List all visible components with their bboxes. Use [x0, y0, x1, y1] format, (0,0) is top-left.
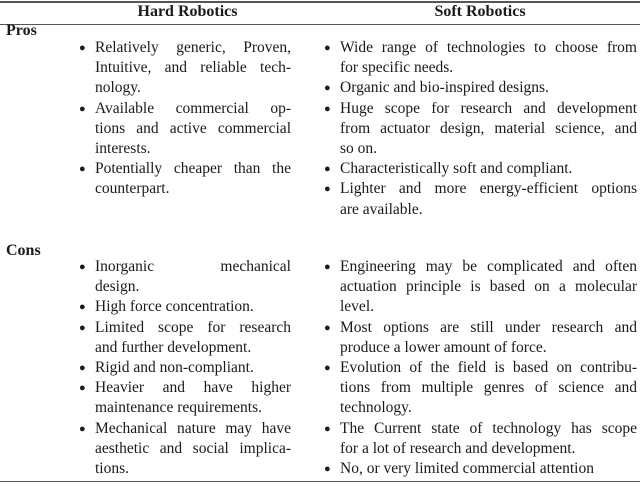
list-item-line: ● No, or very limited commercial attention: [340, 459, 637, 479]
list-item-line: ● Available commercial op-: [95, 99, 291, 119]
list-item: [324, 159, 637, 179]
list-item-line: tions and active commercial: [95, 119, 291, 137]
bullet-icon: ●: [324, 462, 331, 475]
list-item-line: maintenance requirements.: [95, 399, 262, 417]
header-hard-robotics: Hard Robotics: [137, 3, 238, 20]
list-item: [324, 179, 637, 219]
list-item-line: design.: [95, 278, 140, 296]
list-item-line: ● Rigid and non-compliant.: [95, 358, 291, 378]
list-item: [79, 318, 291, 358]
bullet-icon: ●: [79, 261, 86, 273]
bullet-icon: ●: [324, 102, 331, 115]
list-item-line: actuation principle is based on a molecular: [340, 278, 637, 296]
list-item-line: so on.: [340, 139, 378, 157]
list-item-line: produce a lower amount of force.: [340, 338, 547, 356]
list-item-line: ● Mechanical nature may have: [95, 419, 291, 439]
bullet-icon: ●: [324, 183, 331, 196]
bullet-icon: ●: [324, 261, 331, 273]
list-item-line: Intuitive, and reliable tech-: [95, 59, 291, 77]
list-item-line: ● Relatively generic, Proven,: [95, 38, 291, 58]
list-item-line: tions from multiple genres of science and: [340, 379, 637, 397]
list-item: [79, 378, 291, 418]
bullet-icon: ●: [324, 82, 331, 95]
bullet-icon: ●: [324, 361, 331, 374]
list-item: [324, 78, 637, 98]
list-item: [324, 318, 637, 358]
list-item: [79, 297, 291, 317]
list-item-line: from actuator design, material science, and: [340, 119, 637, 137]
list-item-line: ● Huge scope for research and development: [340, 99, 637, 119]
list-item-line: ● Engineering may be complicated and often: [340, 257, 637, 277]
list-item-line: ● Organic and bio-inspired designs.: [340, 78, 637, 98]
bullet-icon: ●: [79, 42, 86, 54]
list-item: [79, 257, 291, 297]
list-item: [324, 99, 637, 160]
list-item-line: ● The Current state of technology has scope: [340, 419, 637, 439]
list-item-line: tions.: [95, 459, 130, 477]
list-item-line: ● High force concentration.: [95, 297, 291, 317]
bullet-icon: ●: [79, 163, 86, 176]
bullet-icon: ●: [79, 102, 86, 115]
list-item: [79, 38, 291, 99]
list-item-line: technology.: [340, 399, 412, 417]
list-item-line: ● Wide range of technologies to choose from: [340, 38, 637, 58]
list-item-line: ● Inorganic mechanical: [95, 257, 291, 277]
list-item: [79, 159, 291, 199]
list-item: [79, 99, 291, 160]
list-item-line: for a lot of research and development.: [340, 439, 576, 457]
list-item-line: aesthetic and social implica-: [95, 439, 291, 457]
bullet-icon: ●: [79, 361, 86, 374]
bullet-icon: ●: [324, 321, 331, 334]
header-soft-robotics: Soft Robotics: [434, 3, 526, 20]
pros-soft-list: [324, 38, 637, 220]
list-item-line: ● Characteristically soft and compliant.: [340, 159, 637, 179]
list-item: [324, 257, 637, 318]
bullet-icon: ●: [324, 163, 331, 176]
cons-hard-list: [79, 257, 291, 479]
list-item-line: level.: [340, 298, 374, 316]
bullet-icon: ●: [79, 382, 86, 395]
list-item-line: ● Potentially cheaper than the: [95, 159, 291, 179]
row-label-cons: Cons: [6, 242, 41, 259]
bottom-rule: [0, 481, 640, 482]
list-item-line: for specific needs.: [340, 59, 454, 77]
list-item: [79, 419, 291, 480]
bullet-icon: ●: [79, 422, 86, 435]
pros-hard-list: [79, 38, 291, 200]
list-item-line: ● Limited scope for research: [95, 318, 291, 338]
bullet-icon: ●: [79, 321, 86, 334]
header-rule: [0, 24, 640, 25]
list-item: [324, 459, 637, 479]
list-item: [324, 358, 637, 419]
list-item-line: nology.: [95, 79, 141, 97]
list-item-line: and further development.: [95, 338, 252, 356]
bullet-icon: ●: [324, 422, 331, 435]
list-item: [324, 419, 637, 459]
list-item-line: counterpart.: [95, 180, 170, 198]
list-item-line: ● Lighter and more energy-efficient options: [340, 179, 637, 199]
list-item: [79, 358, 291, 378]
bullet-icon: ●: [324, 42, 331, 54]
list-item-line: ● Heavier and have higher: [95, 378, 291, 398]
list-item-line: interests.: [95, 139, 151, 157]
list-item-line: ● Most options are still under research and: [340, 318, 637, 338]
bullet-icon: ●: [79, 301, 86, 314]
cons-soft-list: [324, 257, 637, 479]
row-label-pros: Pros: [6, 22, 37, 39]
list-item-line: ● Evolution of the field is based on contribu-: [340, 358, 637, 378]
list-item: [324, 38, 637, 78]
list-item-line: are available.: [340, 200, 423, 218]
